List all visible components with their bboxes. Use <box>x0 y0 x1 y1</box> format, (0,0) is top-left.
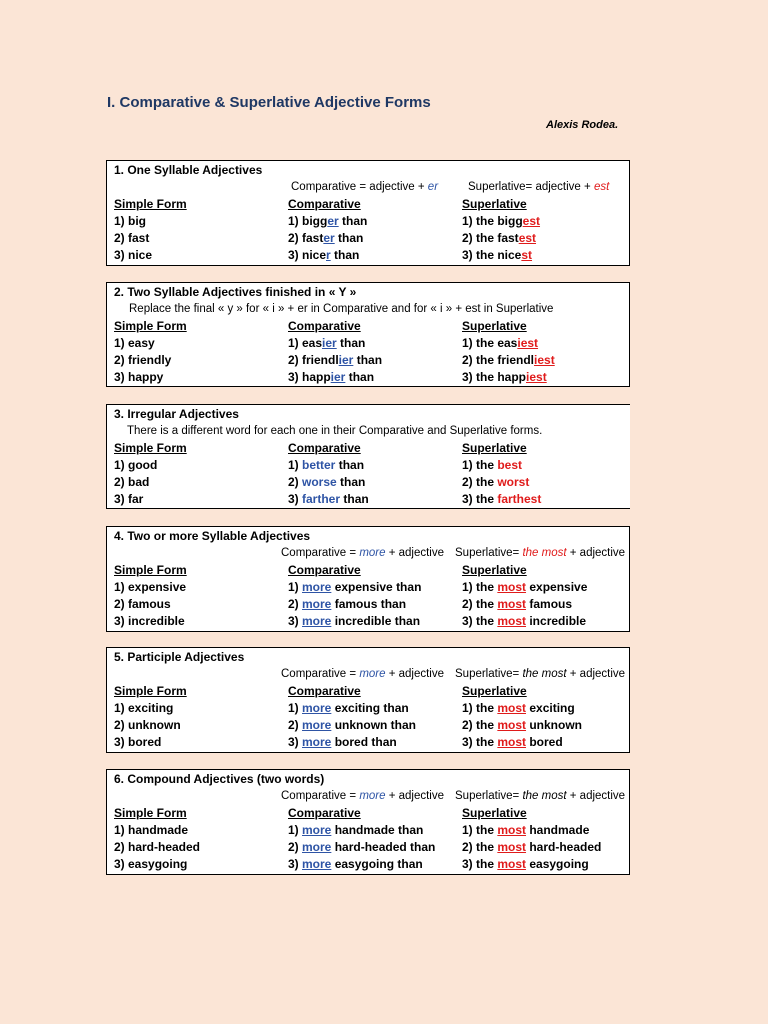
table-row: 3) incredible 3) more incredible than 3) the most incredible <box>114 614 587 628</box>
section-heading: 3. Irregular Adjectives <box>114 407 239 421</box>
comparative-formula: Comparative = adjective + er <box>291 181 439 193</box>
table-row: 2) famous 2) more famous than 2) the most famous <box>114 597 573 611</box>
table-row: 2) friendly 2) friendlier than 2) the friendliest <box>114 353 555 367</box>
table-row: 2) bad 2) worse than 2) the worst <box>114 475 530 489</box>
table-row: 1) big 1) bigger than 1) the biggest <box>114 214 541 228</box>
page-title: I. Comparative & Superlative Adjective Forms <box>107 94 431 111</box>
table-row: 1) expensive 1) more expensive than 1) the most expensive <box>114 580 588 594</box>
section-two-syllable-y <box>106 282 630 387</box>
section-heading: 5. Participle Adjectives <box>114 650 245 664</box>
header-simple-form: Simple Form <box>114 684 187 698</box>
comparative-formula: Comparative = more + adjective <box>281 790 445 802</box>
header-simple-form: Simple Form <box>114 806 187 820</box>
header-superlative: Superlative <box>462 319 527 333</box>
header-superlative: Superlative <box>462 806 527 820</box>
header-simple-form: Simple Form <box>114 197 187 211</box>
header-comparative: Comparative <box>288 806 361 820</box>
section-heading: 4. Two or more Syllable Adjectives <box>114 529 311 543</box>
table-row: 1) easy 1) easier than 1) the easiest <box>114 336 539 350</box>
header-comparative: Comparative <box>288 319 361 333</box>
section-two-or-more-syllable <box>106 526 630 632</box>
section-compound <box>106 769 630 875</box>
header-comparative: Comparative <box>288 684 361 698</box>
table-row: 2) fast 2) faster than 2) the fastest <box>114 231 537 245</box>
header-comparative: Comparative <box>288 563 361 577</box>
section-one-syllable <box>106 160 630 266</box>
header-superlative: Superlative <box>462 441 527 455</box>
superlative-formula: Superlative= adjective + est <box>468 181 610 193</box>
table-row: 1) exciting 1) more exciting than 1) the most exciting <box>114 701 575 715</box>
section-note: There is a different word for each one in their Comparative and Superlative forms. <box>127 425 543 437</box>
comparative-formula: Comparative = more + adjective <box>281 668 445 680</box>
table-row: 3) nice 3) nicer than 3) the nicest <box>114 248 533 262</box>
superlative-formula: Superlative= the most + adjective <box>455 790 626 802</box>
header-superlative: Superlative <box>462 197 527 211</box>
table-row: 3) far 3) farther than 3) the farthest <box>114 492 542 506</box>
superlative-formula: Superlative= the most + adjective <box>455 668 626 680</box>
table-row: 3) bored 3) more bored than 3) the most bored <box>114 735 563 749</box>
header-simple-form: Simple Form <box>114 319 187 333</box>
table-row: 3) easygoing 3) more easygoing than 3) the most easygoing <box>114 857 589 871</box>
section-participle <box>106 647 630 753</box>
table-row: 3) happy 3) happier than 3) the happiest <box>114 370 547 384</box>
table-row: 2) unknown 2) more unknown than 2) the most unknown <box>114 718 583 732</box>
section-heading: 2. Two Syllable Adjectives finished in « Y » <box>114 285 357 299</box>
table-row: 1) handmade 1) more handmade than 1) the most handmade <box>114 823 590 837</box>
comparative-formula: Comparative = more + adjective <box>281 547 445 559</box>
section-heading: 6. Compound Adjectives (two words) <box>114 772 325 786</box>
header-superlative: Superlative <box>462 684 527 698</box>
table-row: 1) good 1) better than 1) the best <box>114 458 523 472</box>
header-superlative: Superlative <box>462 563 527 577</box>
table-row: 2) hard-headed 2) more hard-headed than 2) the most hard-headed <box>114 840 602 854</box>
header-comparative: Comparative <box>288 197 361 211</box>
section-irregular <box>106 404 630 509</box>
section-heading: 1. One Syllable Adjectives <box>114 163 263 177</box>
section-note: Replace the final « y » for « i » + er in Comparative and for « i » + est in Superlative <box>129 303 554 315</box>
author-name: Alexis Rodea. <box>546 119 619 131</box>
superlative-formula: Superlative= the most + adjective <box>455 547 626 559</box>
header-comparative: Comparative <box>288 441 361 455</box>
header-simple-form: Simple Form <box>114 441 187 455</box>
header-simple-form: Simple Form <box>114 563 187 577</box>
